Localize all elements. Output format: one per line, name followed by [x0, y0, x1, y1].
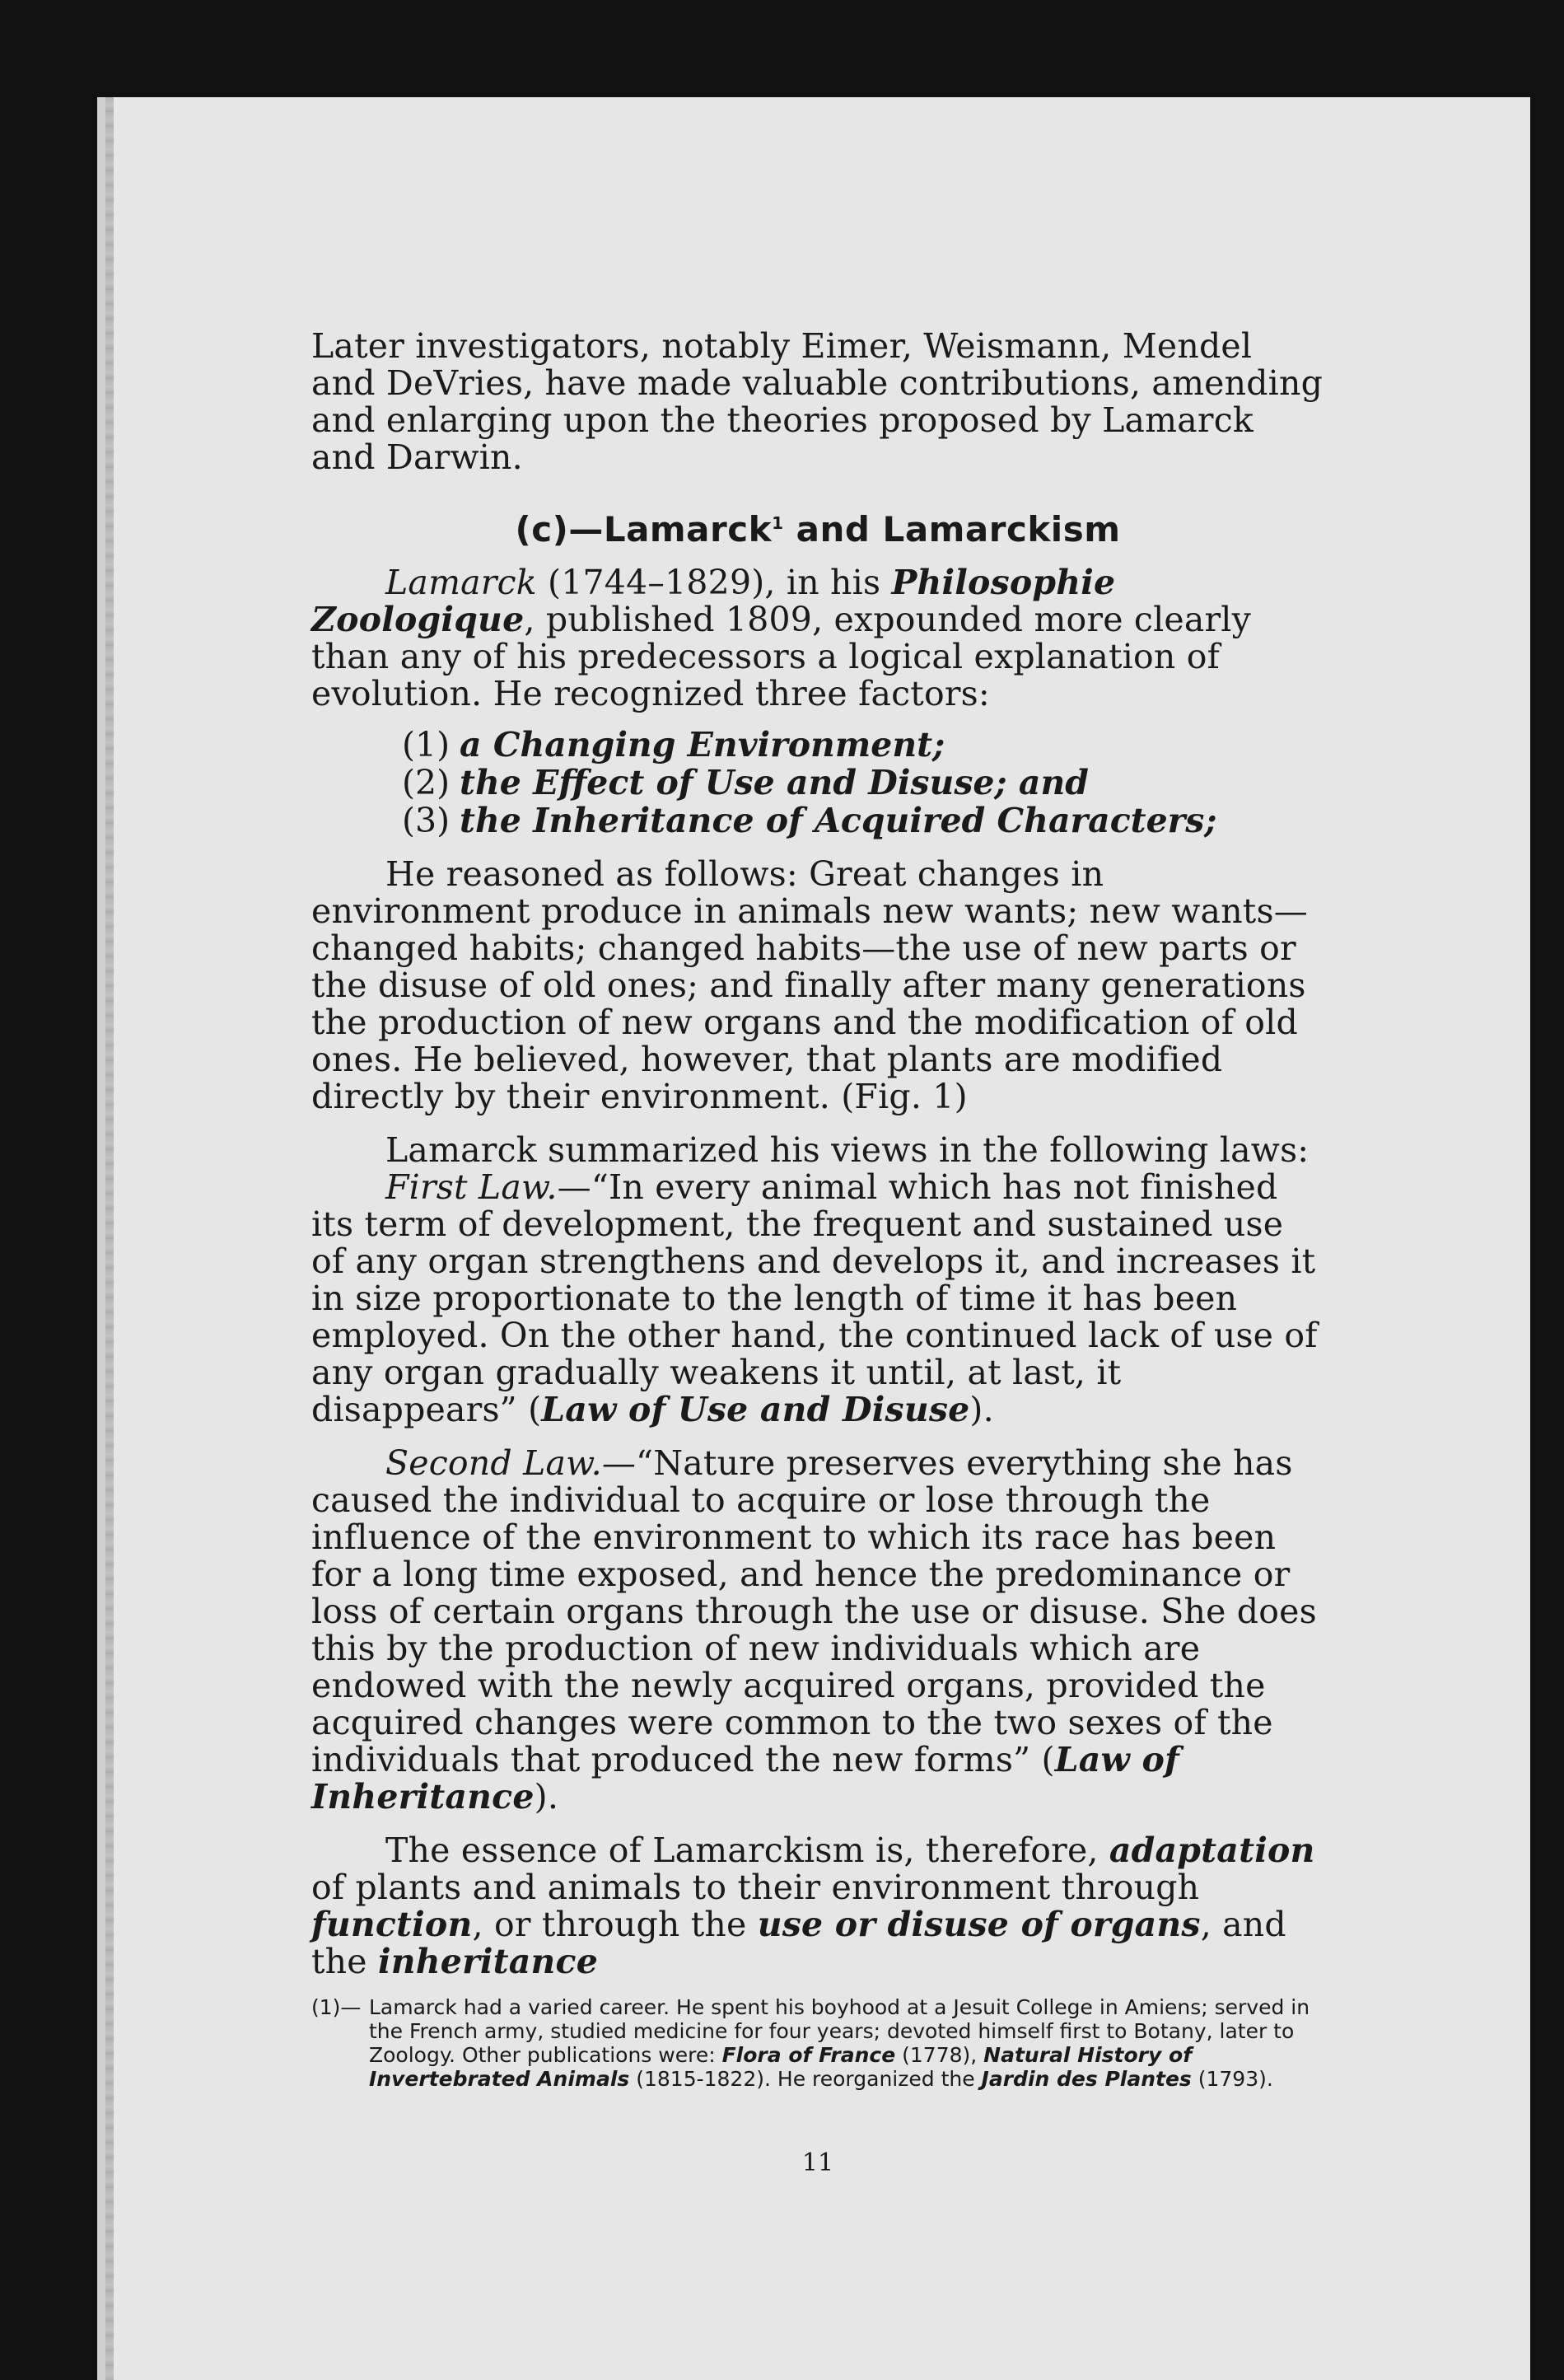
- opening-paragraph: Later investigators, notably Eimer, Weismann, Mendel and DeVries, have made valuable contributions, amending and enlarging upon the theories proposed by Lamarck and Darwin.: [311, 326, 1324, 477]
- first-law-name: Law of Use and Disuse: [541, 1390, 970, 1429]
- essence-start: The essence of Lamarckism is, therefore,: [385, 1831, 1109, 1870]
- book-page: [97, 97, 1530, 2380]
- essence-mid-1: of plants and animals to their environment through: [311, 1868, 1200, 1907]
- summary-intro: Lamarck summarized his views in the following laws:: [385, 1130, 1310, 1170]
- second-law-end: ).: [534, 1777, 559, 1817]
- essence-paragraph: [311, 1832, 1324, 1980]
- essence-term-function: function: [311, 1905, 473, 1944]
- factor-item: [402, 764, 1324, 802]
- footnote-work-natural-history: Natural History of Invertebrated Animals: [369, 2043, 1193, 2091]
- factor-text: the Effect of Use and Disuse; and: [460, 763, 1089, 802]
- second-law-name: Law of Inheritance: [311, 1740, 1179, 1817]
- factors-list: [402, 726, 1324, 839]
- second-law-paragraph: [311, 1445, 1324, 1816]
- essence-term-use-disuse: use or disuse of organs: [757, 1905, 1201, 1944]
- second-law-title: Second Law.: [385, 1443, 602, 1483]
- second-law-text: —“Nature preserves everything she has caused the individual to acquire or lose through the influence of the environment to which its race has been for a long time exposed, and hence the predominance or loss of certain organs through the use or disuse. She does this by the production of new individuals which are endowed with the newly acquired organs, provided the acquired changes were common to the two sexes of the individuals that produced the new forms” (: [311, 1443, 1317, 1779]
- footnote-reference: 1: [772, 513, 784, 533]
- essence-mid-2: , or through the: [472, 1905, 758, 1944]
- first-law-paragraph: [311, 1169, 1324, 1428]
- section-heading-rest: and Lamarckism: [783, 509, 1121, 549]
- footnote-work-jardin: Jardin des Plantes: [981, 2067, 1192, 2091]
- factor-item: [402, 726, 1324, 764]
- essence-term-inheritance: inheritance: [377, 1942, 599, 1981]
- reasoning-paragraph: He reasoned as follows: Great changes in environment produce in animals new wants; new wants—changed habits; changed habits—the use of new parts or the disuse of old ones; and finally after many generations the production of new organs and the modification of old ones. He believed, however, that plants are modified directly by their environment. (Fig. 1): [311, 854, 1308, 1116]
- intro-paragraph: [311, 564, 1324, 713]
- essence-term-adaptation: adaptation: [1109, 1831, 1315, 1870]
- page-content: [311, 328, 1324, 2091]
- factor-item: [402, 802, 1324, 839]
- essence-mid-3: , and the: [311, 1905, 1286, 1981]
- footnote-work-jardin-year: (1793).: [1191, 2067, 1273, 2091]
- footnote-work-flora-year: (1778),: [895, 2043, 984, 2067]
- first-law-title: First Law.: [385, 1167, 558, 1207]
- factor-number: (3): [402, 801, 451, 840]
- section-heading: [311, 509, 1324, 549]
- footnote-work-natural-history-year: (1815-1822). He reorganized the: [629, 2067, 982, 2091]
- factor-number: (2): [402, 763, 451, 802]
- section-heading-main: (c)—Lamarck: [515, 509, 773, 549]
- intro-rest: , published 1809, expounded more clearly than any of his predecessors a logical explanation of evolution. He recognized three factors:: [311, 600, 1251, 713]
- first-law-end: ).: [969, 1390, 994, 1429]
- footnote-marker: (1)—: [311, 1995, 362, 2019]
- footnote: [311, 1995, 1324, 2091]
- first-law-text: —“In every animal which has not finished its term of development, the frequent and sustained use of any organ strengthens and develops it, and increases it in size proportionate to the length of time it has been employed. On the other hand, the continued lack of use of any organ gradually weakens it until, at last, it disappears” (: [311, 1167, 1318, 1429]
- factor-text: the Inheritance of Acquired Characters;: [460, 801, 1217, 840]
- factor-number: (1): [402, 725, 451, 764]
- footnote-work-flora: Flora of France: [721, 2043, 896, 2067]
- intro-after-name: (1744–1829), in his: [536, 563, 892, 602]
- page-spine-edge: [105, 97, 114, 2380]
- factor-text: a Changing Environment;: [460, 725, 945, 764]
- footnote-text-start: Lamarck had a varied career. He spent his boyhood at a Jesuit College in Amiens; served in the French army, studied medicine for four years; devoted himself first to Botany, later to Zoology. Other publications were:: [369, 1995, 1310, 2067]
- page-number: 11: [801, 2149, 834, 2177]
- lamarck-name: Lamarck: [385, 563, 537, 602]
- book-title: Philosophie Zoologique: [311, 563, 1116, 639]
